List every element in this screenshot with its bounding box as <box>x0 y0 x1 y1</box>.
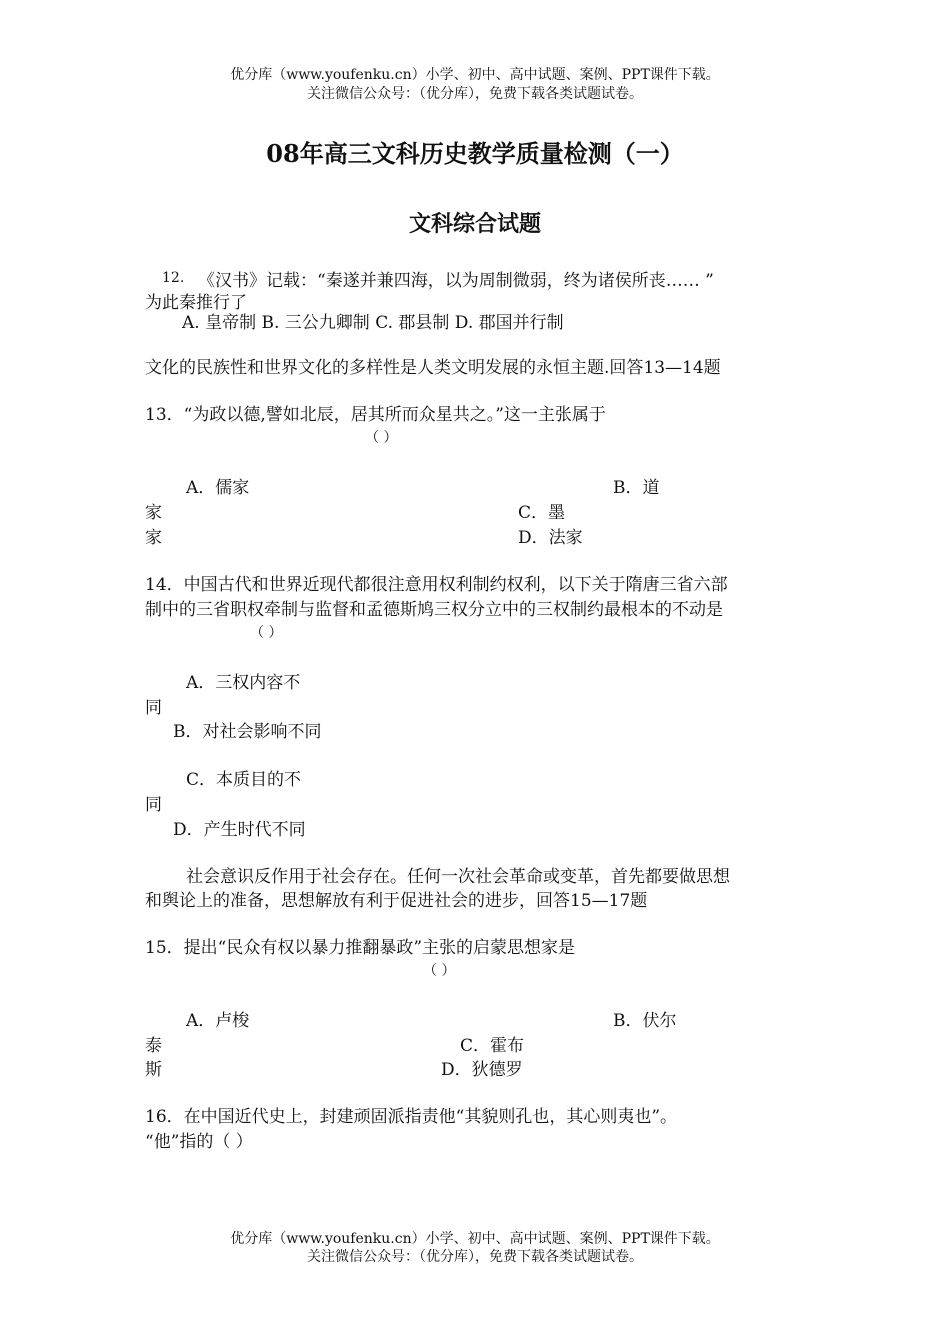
q12-stem-line-1: 《汉书》记载：“秦遂并兼四海，以为周制微弱，终为诸侯所丧…… ” <box>198 271 714 291</box>
q13-option-c: C．墨 <box>518 503 566 523</box>
header-line-1: 优分库（www.youfenku.cn）小学、初中、高中试题、案例、PPT课件下载。 <box>230 67 720 83</box>
q15-option-c: C．霍布 <box>460 1036 525 1056</box>
q15-option-b: B．伏尔 <box>613 1011 677 1031</box>
q12-stem-line-2: 为此秦推行了 <box>145 293 247 313</box>
q14-option-a-cont: 同 <box>145 698 162 718</box>
q14-option-b: B．对社会影响不同 <box>173 722 322 742</box>
q14-option-c-cont: 同 <box>145 795 162 815</box>
q12-options: A. 皇帝制 B. 三公九卿制 C. 郡县制 D. 郡国并行制 <box>182 313 564 333</box>
q13-option-b-cont: 家 <box>145 503 162 523</box>
q14-stem-line-2: 制中的三省职权牵制与监督和孟德斯鸠三权分立中的三权制约最根本的不动是 <box>145 600 723 620</box>
q16-stem-line-2: “他”指的（ ） <box>145 1132 253 1152</box>
q13-option-b: B．道 <box>613 478 660 498</box>
q13-answer-paren: （ ） <box>365 430 398 446</box>
q16-stem-line-1: 16．在中国近代史上，封建顽固派指责他“其貌则孔也，其心则夷也”。 <box>145 1107 678 1127</box>
q14-stem-line-1: 14．中国古代和世界近现代都很注意用权利制约权利，以下关于隋唐三省六部 <box>145 575 728 595</box>
page-subtitle: 文科综合试题 <box>408 211 541 237</box>
q15-stem: 15．提出“民众有权以暴力推翻暴政”主张的启蒙思想家是 <box>145 938 576 958</box>
page-title: 08年高三文科历史教学质量检测（一） <box>266 139 684 168</box>
q13-stem: 13．“为政以德,譬如北辰，居其所而众星共之。”这一主张属于 <box>145 405 606 425</box>
intro-15-17-line-2: 和舆论上的准备，思想解放有利于促进社会的进步，回答15—17题 <box>145 891 648 911</box>
q15-option-a: A．卢梭 <box>186 1011 250 1031</box>
q15-option-b-cont: 泰 <box>145 1036 162 1056</box>
q14-option-a: A．三权内容不 <box>186 673 301 693</box>
q14-answer-paren: （ ） <box>250 625 283 641</box>
intro-13-14: 文化的民族性和世界文化的多样性是人类文明发展的永恒主题.回答13—14题 <box>145 358 721 378</box>
q15-option-c-cont: 斯 <box>145 1060 162 1080</box>
q15-answer-paren: （ ） <box>423 963 456 979</box>
q14-option-c: C．本质目的不 <box>186 770 302 790</box>
q13-option-d: D．法家 <box>518 528 583 548</box>
q13-option-a: A．儒家 <box>186 478 250 498</box>
footer-line-1: 优分库（www.youfenku.cn）小学、初中、高中试题、案例、PPT课件下载。 <box>230 1231 720 1247</box>
q14-option-d: D．产生时代不同 <box>173 820 306 840</box>
footer-line-2: 关注微信公众号：（优分库），免费下载各类试题试卷。 <box>307 1249 643 1265</box>
q13-option-c-cont: 家 <box>145 528 162 548</box>
q12-number: 12. <box>162 270 185 286</box>
header-line-2: 关注微信公众号：（优分库），免费下载各类试题试卷。 <box>307 86 643 102</box>
q15-option-d: D．狄德罗 <box>441 1060 523 1080</box>
intro-15-17-line-1: 社会意识反作用于社会存在。任何一次社会革命或变革，首先都要做思想 <box>186 867 730 887</box>
